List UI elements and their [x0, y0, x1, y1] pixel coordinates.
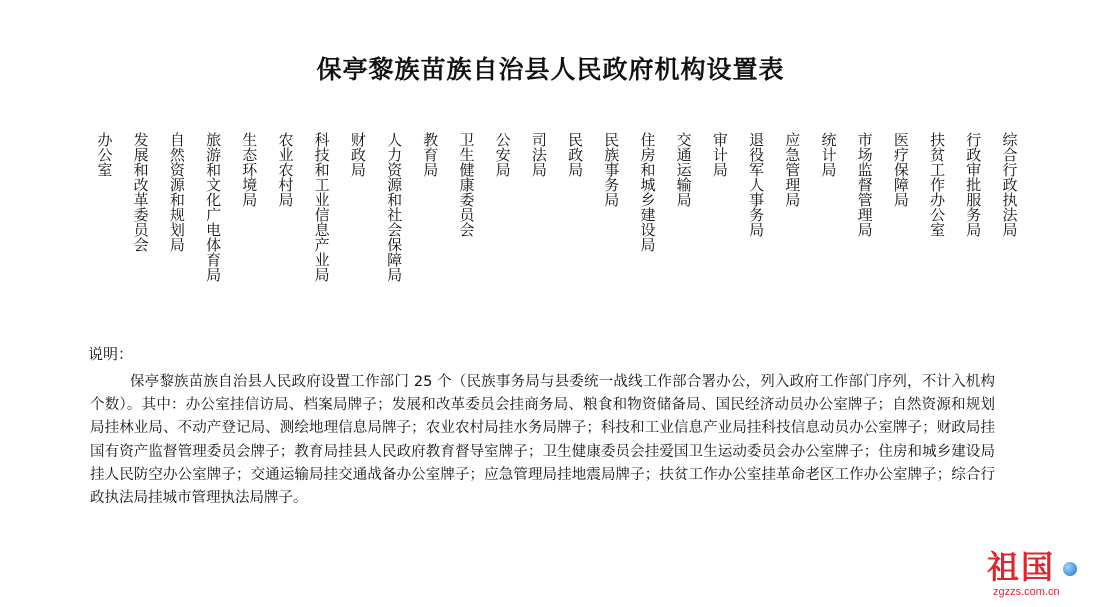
department-column: 生态环境局 — [242, 131, 258, 209]
department-column: 扶贫工作办公室 — [930, 131, 946, 239]
department-column: 自然资源和规划局 — [169, 131, 185, 254]
department-column: 人力资源和社会保障局 — [387, 131, 403, 284]
department-column: 交通运输局 — [676, 131, 692, 209]
department-column: 财政局 — [350, 131, 366, 179]
department-column: 综合行政执法局 — [1002, 131, 1018, 239]
department-column: 审计局 — [712, 131, 728, 179]
department-column: 住房和城乡建设局 — [640, 131, 656, 254]
department-column: 医疗保障局 — [893, 131, 909, 209]
department-column: 退役军人事务局 — [749, 131, 765, 239]
note-text: 保亭黎族苗族自治县人民政府设置工作部门 25 个（民族事务局与县委统一战线工作部合署办公，列入政府工作部门序列，不计入机构个数）。其中：办公室挂信访局、档案局牌子；发展和改革委员会挂商务局、粮食和物资储备局、国民经济动员办公室牌子；自然资源和规划局挂林业局、不动产登记局、测绘地理信息局牌子；农业农村局挂水务局牌子；科技和工业信息产业局挂科技信息动员办公室牌子；财政局挂国有资产监督管理委员会牌子；教育局挂县人民政府教育督导室牌子；卫生健康委员会挂爱国卫生运动委员会办公室牌子；住房和城乡建设局挂人民防空办公室牌子；交通运输局挂交通战备办公室牌子；应急管理局挂地震局牌子；扶贫工作办公室挂革命老区工作办公室牌子；综合行政执法局挂城市管理执法局牌子。 — [90, 374, 995, 507]
department-column: 民族事务局 — [604, 131, 620, 209]
department-column: 行政审批服务局 — [966, 131, 982, 239]
department-column: 旅游和文化广电体育局 — [206, 131, 222, 284]
note-label: 说明： — [88, 345, 134, 363]
logo-url: zgzzs.com.cn — [993, 586, 1060, 598]
logo-text: 祖国 — [987, 548, 1056, 586]
department-column: 办公室 — [97, 131, 113, 179]
department-column: 发展和改革委员会 — [133, 131, 149, 254]
department-column: 卫生健康委员会 — [459, 131, 475, 239]
department-column: 司法局 — [531, 131, 547, 179]
department-column: 公安局 — [495, 131, 511, 179]
department-column: 教育局 — [423, 131, 439, 179]
department-column: 统计局 — [821, 131, 837, 179]
page-title: 保亭黎族苗族自治县人民政府机构设置表 — [316, 55, 785, 84]
department-column: 科技和工业信息产业局 — [314, 131, 330, 284]
department-column: 市场监督管理局 — [857, 131, 873, 239]
site-logo — [987, 550, 1079, 600]
department-column: 农业农村局 — [278, 131, 294, 209]
department-list — [0, 133, 1101, 333]
globe-icon — [1063, 562, 1077, 576]
department-column: 民政局 — [568, 131, 584, 179]
department-column: 应急管理局 — [785, 131, 801, 209]
